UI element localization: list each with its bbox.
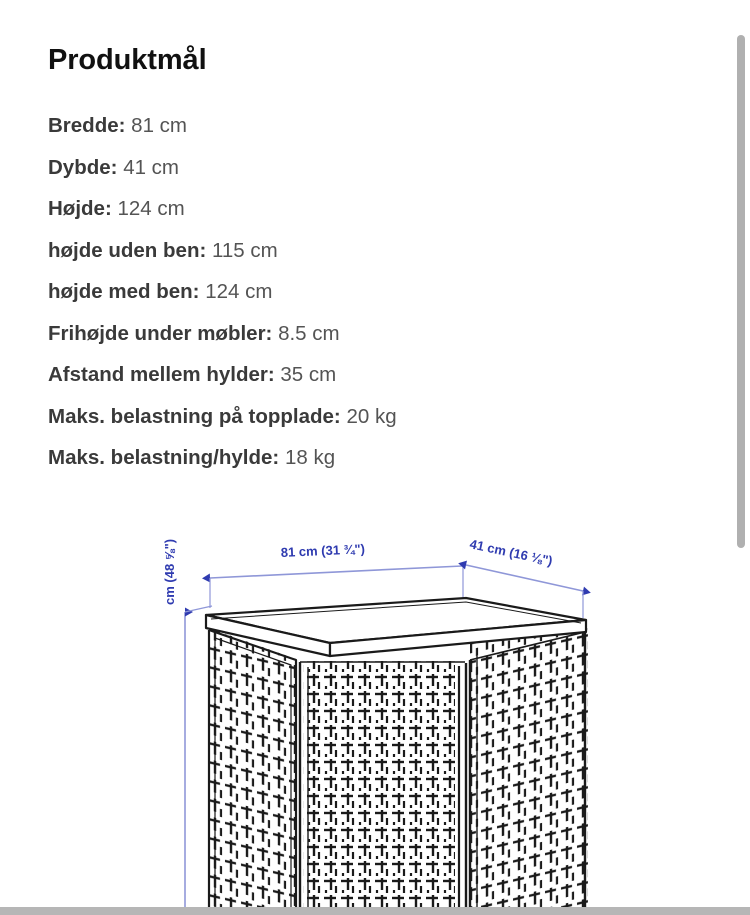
list-item <box>48 271 648 313</box>
spec-value: 18 kg <box>284 446 336 469</box>
spec-value: 8.5 cm <box>278 321 340 345</box>
width-dimension-line <box>210 566 462 578</box>
spec-value: 124 cm <box>205 280 273 303</box>
spec-label: Maks. belastning på topplade: <box>48 404 341 428</box>
spec-label: højde uden ben: <box>48 238 207 262</box>
height-extension-top <box>185 606 212 612</box>
list-item <box>48 396 648 438</box>
list-item <box>48 105 648 147</box>
vertical-scrollbar-track[interactable] <box>730 0 750 915</box>
width-dimension-label: 81 cm (31 ¾") <box>280 541 366 560</box>
cabinet-front-panel-left <box>298 658 473 915</box>
dimension-drawing <box>0 520 730 915</box>
cabinet-left-panel <box>205 628 305 915</box>
spec-label: Frihøjde under møbler: <box>48 321 273 345</box>
spec-label: Bredde: <box>48 114 126 137</box>
list-item <box>48 437 648 479</box>
page-title: Produktmål <box>48 44 207 77</box>
spec-value: 124 cm <box>117 197 185 220</box>
measurement-list <box>48 105 648 479</box>
list-item <box>48 230 648 272</box>
cabinet-front-panel-right <box>470 628 588 915</box>
weave-texture-front-right <box>470 628 588 915</box>
depth-dimension-label: 41 cm (16 ⅛") <box>468 536 554 569</box>
spec-value: 41 cm <box>123 155 180 179</box>
depth-dimension-line <box>466 565 583 591</box>
list-item <box>48 188 648 230</box>
spec-value: 81 cm <box>131 114 187 137</box>
weave-texture-front-left <box>298 658 473 915</box>
weave-texture-left <box>205 628 305 915</box>
spec-label: Afstand mellem hylder: <box>48 363 275 386</box>
spec-value: 35 cm <box>280 363 337 386</box>
spec-value: 20 kg <box>346 404 397 428</box>
vertical-scrollbar-thumb[interactable] <box>737 35 745 548</box>
width-dimension-group <box>210 541 463 608</box>
spec-label: højde med ben: <box>48 280 200 303</box>
spec-label: Maks. belastning/hylde: <box>48 446 280 469</box>
cabinet-isometric-drawing-svg <box>0 520 730 915</box>
list-item <box>48 354 648 396</box>
height-dimension-group <box>162 539 212 915</box>
list-item <box>48 147 648 189</box>
spec-value: 115 cm <box>212 238 278 262</box>
spec-label: Højde: <box>48 197 112 220</box>
cabinet-illustration <box>205 598 588 915</box>
height-dimension-label: cm (48 ⅝") <box>162 538 177 605</box>
bottom-edge-band <box>0 907 750 915</box>
list-item <box>48 313 648 355</box>
spec-label: Dybde: <box>48 155 118 179</box>
